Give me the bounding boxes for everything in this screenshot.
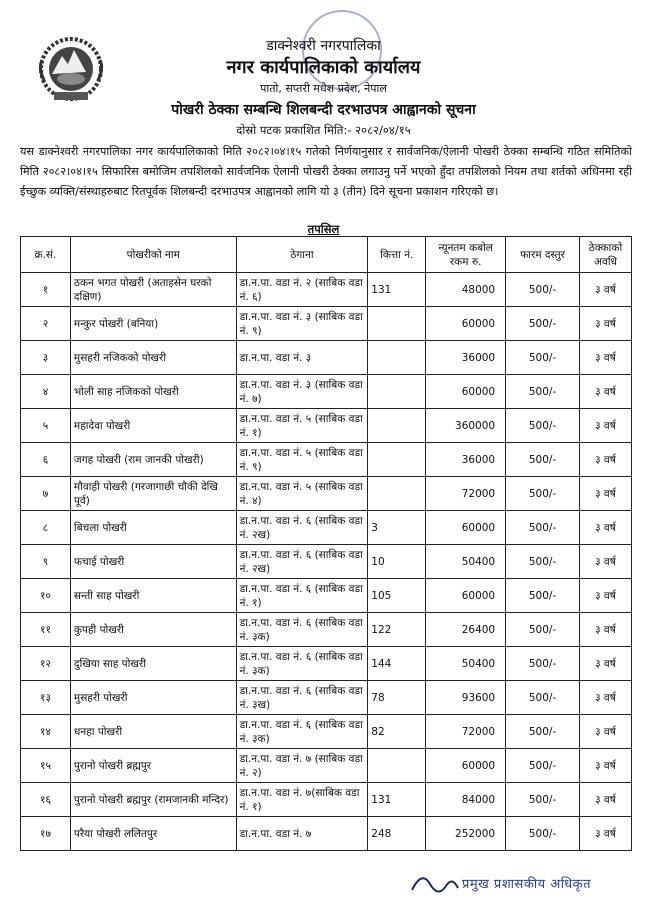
cell-kitta	[368, 375, 426, 409]
cell-amount: 93600	[426, 681, 506, 715]
cell-address: डा.न.पा. वडा नं. ३ (साबिक वडा नं. ९)	[236, 307, 368, 341]
cell-period: ३ वर्ष	[579, 375, 631, 409]
cell-amount: 36000	[426, 341, 506, 375]
pond-tender-table	[20, 236, 632, 851]
table-row	[21, 443, 632, 477]
cell-fee: 500/-	[506, 681, 580, 715]
cell-address: डा.न.पा. वडा नं. २ (साबिक वडा नं. ६)	[236, 273, 368, 307]
cell-kitta: 82	[368, 715, 426, 749]
cell-name: बिचला पोखरी	[70, 511, 236, 545]
cell-kitta: 131	[368, 783, 426, 817]
cell-address: डा.न.पा. वडा नं. ७	[236, 817, 368, 851]
cell-sn: १०	[21, 579, 71, 613]
cell-sn: १२	[21, 647, 71, 681]
cell-name: जगह पोखरी (राम जानकी पोखरी)	[70, 443, 236, 477]
header-name: पोखरीको नाम	[70, 237, 236, 273]
cell-sn: ९	[21, 545, 71, 579]
cell-amount: 360000	[426, 409, 506, 443]
cell-fee: 500/-	[506, 817, 580, 851]
cell-amount: 84000	[426, 783, 506, 817]
cell-address: डा.न.पा. वडा नं. ३	[236, 341, 368, 375]
table-header-row	[21, 237, 632, 273]
cell-kitta: 248	[368, 817, 426, 851]
cell-name: फचाई पोखरी	[70, 545, 236, 579]
cell-period: ३ वर्ष	[579, 409, 631, 443]
cell-sn: १३	[21, 681, 71, 715]
cell-name: पुरानो पोखरी ब्रह्मपुर	[70, 749, 236, 783]
cell-period: ३ वर्ष	[579, 579, 631, 613]
cell-sn: १	[21, 273, 71, 307]
table-row	[21, 647, 632, 681]
header-kitta: कित्ता नं.	[368, 237, 426, 273]
cell-kitta: 131	[368, 273, 426, 307]
cell-sn: ७	[21, 477, 71, 511]
cell-sn: १४	[21, 715, 71, 749]
cell-period: ३ वर्ष	[579, 613, 631, 647]
header-period: ठेक्काको अवधि	[579, 237, 631, 273]
cell-period: ३ वर्ष	[579, 477, 631, 511]
cell-fee: 500/-	[506, 477, 580, 511]
cell-amount: 60000	[426, 511, 506, 545]
cell-fee: 500/-	[506, 647, 580, 681]
cell-fee: 500/-	[506, 307, 580, 341]
cell-fee: 500/-	[506, 715, 580, 749]
cell-period: ३ वर्ष	[579, 545, 631, 579]
header-fee: फारम दस्तुर	[506, 237, 580, 273]
cell-amount: 50400	[426, 545, 506, 579]
cell-fee: 500/-	[506, 613, 580, 647]
cell-address: डा.न.पा. वडा नं. ५ (साबिक वडा नं. ९)	[236, 443, 368, 477]
cell-kitta: 105	[368, 579, 426, 613]
cell-address: डा.न.पा. वडा नं. ६ (साबिक वडा नं. २ख)	[236, 511, 368, 545]
cell-amount: 60000	[426, 375, 506, 409]
cell-name: धनहा पोखरी	[70, 715, 236, 749]
cell-period: ३ वर्ष	[579, 681, 631, 715]
table-caption-text: तपसिल	[307, 222, 340, 236]
table-row	[21, 613, 632, 647]
table-row	[21, 375, 632, 409]
cell-sn: २	[21, 307, 71, 341]
cell-address: डा.न.पा. वडा नं. ६ (साबिक वडा नं. ३क)	[236, 715, 368, 749]
cell-fee: 500/-	[506, 579, 580, 613]
cell-address: डा.न.पा. वडा नं. ३ (साबिक वडा नं. ७)	[236, 375, 368, 409]
header-sn: क्र.सं.	[21, 237, 71, 273]
cell-fee: 500/-	[506, 273, 580, 307]
cell-name: कुपही पोखरी	[70, 613, 236, 647]
cell-kitta	[368, 307, 426, 341]
cell-name: मुसहरी नजिकको पोखरी	[70, 341, 236, 375]
cell-period: ३ वर्ष	[579, 817, 631, 851]
cell-fee: 500/-	[506, 409, 580, 443]
cell-address: डा.न.पा. वडा नं. ७(साबिक वडा नं. १)	[236, 783, 368, 817]
table-row	[21, 715, 632, 749]
table-row	[21, 817, 632, 851]
cell-kitta	[368, 443, 426, 477]
cell-period: ३ वर्ष	[579, 307, 631, 341]
cell-fee: 500/-	[506, 511, 580, 545]
notice-body: यस डाक्नेश्वरी नगरपालिका नगर कार्यपालिकाको मिति २०८२।०४।१५ गतेको निर्णयानुसार र सार्वजनिक/ऐलानी पोखरी ठेक्का सम्बन्धि गठित समितिको मिति २०८२।०४।१५ सिफारिस बमोजिम तपशिलको सार्वजनिक ऐलानी पोखरी ठेक्का लगाउनु पर्ने भएको हुँदा तपशिलको नियम तथा शर्तको अधिनमा रही ईच्छुक व्यक्ति/संस्थाहरुबाट रितपूर्वक शिलबन्दी दरभाउपत्र आह्वानको लागि यो ३ (तीन) दिने सूचना प्रकाशन गरिएको छ।	[20, 145, 632, 198]
table-row	[21, 749, 632, 783]
cell-name: परैया पोखरी ललितपुर	[70, 817, 236, 851]
cell-kitta: 10	[368, 545, 426, 579]
cell-amount: 48000	[426, 273, 506, 307]
cell-kitta: 144	[368, 647, 426, 681]
table-row	[21, 783, 632, 817]
cell-fee: 500/-	[506, 545, 580, 579]
signatory-title: प्रमुख प्रशासकीय अधिकृत	[462, 877, 592, 892]
cell-period: ३ वर्ष	[579, 273, 631, 307]
cell-kitta	[368, 341, 426, 375]
table-row	[21, 409, 632, 443]
cell-sn: १५	[21, 749, 71, 783]
cell-amount: 36000	[426, 443, 506, 477]
cell-name: मन्कुर पोखरी (बनिया)	[70, 307, 236, 341]
cell-fee: 500/-	[506, 375, 580, 409]
cell-name: सन्ती साह पोखरी	[70, 579, 236, 613]
cell-period: ३ वर्ष	[579, 715, 631, 749]
cell-kitta	[368, 749, 426, 783]
municipality-name: डाक्नेश्वरी नगरपालिका	[266, 38, 381, 54]
cell-address: डा.न.पा. वडा नं. ६ (साबिक वडा नं. ३क)	[236, 647, 368, 681]
document-header	[0, 36, 647, 139]
cell-sn: ३	[21, 341, 71, 375]
cell-fee: 500/-	[506, 341, 580, 375]
cell-kitta	[368, 409, 426, 443]
table-row	[21, 273, 632, 307]
table-row	[21, 545, 632, 579]
cell-name: दुखिया साह पोखरी	[70, 647, 236, 681]
cell-period: ३ वर्ष	[579, 647, 631, 681]
cell-sn: ८	[21, 511, 71, 545]
cell-amount: 50400	[426, 647, 506, 681]
cell-address: डा.न.पा. वडा नं. ७ (साबिक वडा नं. २)	[236, 749, 368, 783]
cell-sn: १६	[21, 783, 71, 817]
cell-sn: १७	[21, 817, 71, 851]
table-row	[21, 307, 632, 341]
cell-name: ठकन भगत पोखरी (अताहसेन घरको दक्षिण)	[70, 273, 236, 307]
cell-address: डा.न.पा. वडा नं. ६ (साबिक वडा नं. ३क)	[236, 613, 368, 647]
table-row	[21, 579, 632, 613]
office-address: पातो, सप्तरी मधेश प्रदेश, नेपाल	[260, 82, 387, 95]
cell-address: डा.न.पा. वडा नं. ६ (साबिक वडा नं. ३ख)	[236, 681, 368, 715]
cell-address: डा.न.पा. वडा नं. ५ (साबिक वडा नं. ४)	[236, 477, 368, 511]
cell-amount: 60000	[426, 579, 506, 613]
cell-fee: 500/-	[506, 749, 580, 783]
cell-sn: ५	[21, 409, 71, 443]
cell-sn: ११	[21, 613, 71, 647]
cell-kitta	[368, 477, 426, 511]
publish-date: दोस्रो पटक प्रकाशित मिति:- २०८२/०४/१५	[236, 123, 411, 137]
cell-period: ३ वर्ष	[579, 749, 631, 783]
cell-period: ३ वर्ष	[579, 443, 631, 477]
cell-amount: 60000	[426, 749, 506, 783]
cell-period: ३ वर्ष	[579, 511, 631, 545]
cell-kitta: 78	[368, 681, 426, 715]
cell-kitta: 122	[368, 613, 426, 647]
header-amount: न्यूनतम कबोल रकम रु.	[426, 237, 506, 273]
cell-period: ३ वर्ष	[579, 341, 631, 375]
cell-name: पुरानो पोखरी ब्रह्मपुर (रामजानकी मन्दिर)	[70, 783, 236, 817]
table-row	[21, 341, 632, 375]
cell-fee: 500/-	[506, 443, 580, 477]
cell-address: डा.न.पा. वडा नं. ६ (साबिक वडा नं. २ख)	[236, 545, 368, 579]
cell-name: मौवाही पोखरी (गरजागाछी चौकी देखि पूर्व)	[70, 477, 236, 511]
cell-name: महादेवा पोखरी	[70, 409, 236, 443]
cell-amount: 72000	[426, 715, 506, 749]
cell-sn: ६	[21, 443, 71, 477]
cell-amount: 252000	[426, 817, 506, 851]
cell-amount: 60000	[426, 307, 506, 341]
cell-fee: 500/-	[506, 783, 580, 817]
notice-title: पोखरी ठेक्का सम्बन्धि शिलबन्दी दरभाउपत्र आह्वानको सूचना	[171, 102, 476, 118]
cell-address: डा.न.पा. वडा नं. ६ (साबिक वडा नं. १)	[236, 579, 368, 613]
table-caption	[0, 222, 647, 237]
cell-sn: ४	[21, 375, 71, 409]
cell-address: डा.न.पा. वडा नं. ५ (साबिक वडा नं. १)	[236, 409, 368, 443]
table-row	[21, 511, 632, 545]
cell-amount: 72000	[426, 477, 506, 511]
cell-amount: 26400	[426, 613, 506, 647]
cell-kitta: 3	[368, 511, 426, 545]
office-name: नगर कार्यपालिकाको कार्यालय	[226, 57, 421, 78]
cell-period: ३ वर्ष	[579, 783, 631, 817]
table-row	[21, 681, 632, 715]
table-row	[21, 477, 632, 511]
cell-name: मुसहरी पोखरी	[70, 681, 236, 715]
header-address: ठेगाना	[236, 237, 368, 273]
cell-name: भोली साह नजिकको पोखरी	[70, 375, 236, 409]
